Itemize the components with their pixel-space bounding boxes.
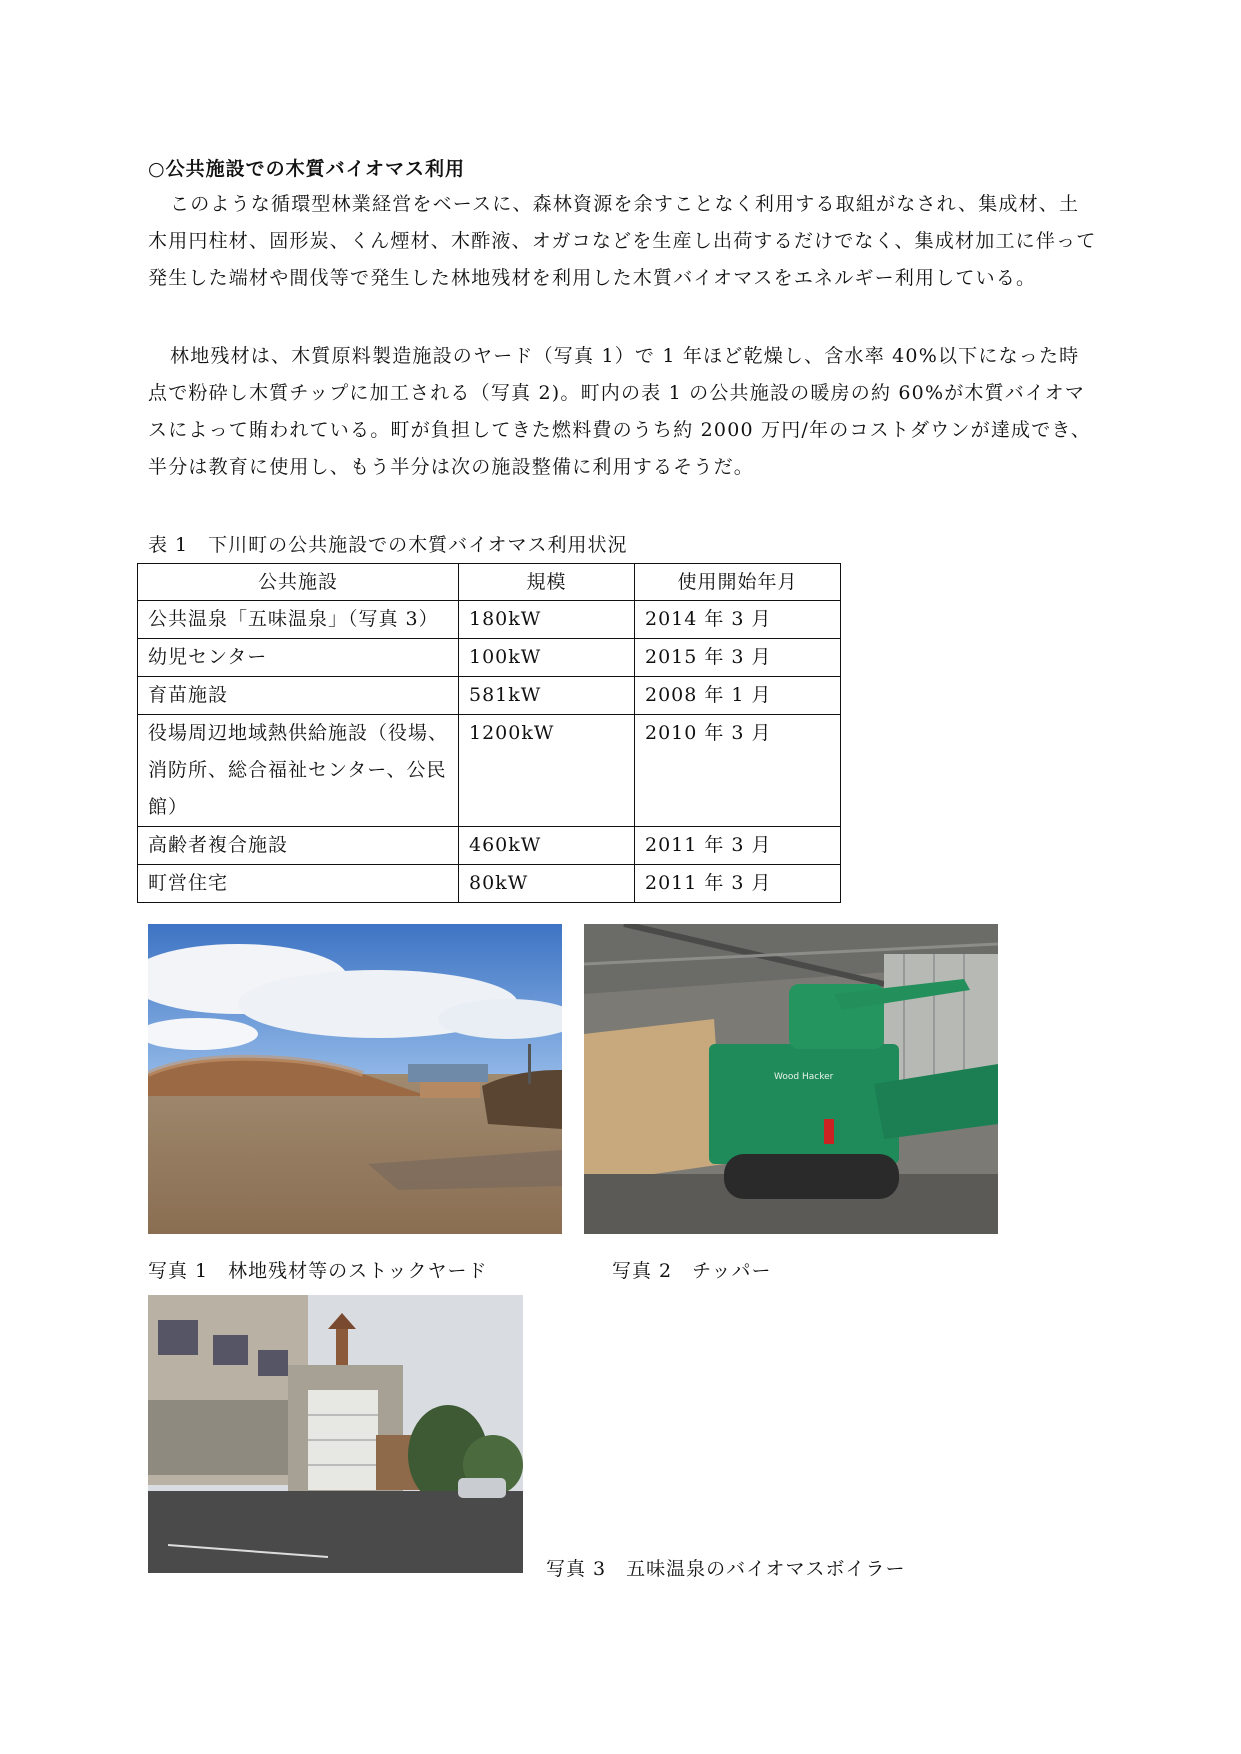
cell-facility: 幼児センター	[138, 639, 459, 677]
cell-scale: 1200kW	[459, 715, 635, 827]
photo2-caption: 写真 2 チッパー	[612, 1260, 772, 1282]
cell-start: 2008 年 1 月	[635, 677, 841, 715]
photo-stockyard	[148, 924, 562, 1234]
facilities-table	[137, 563, 841, 903]
photo1-caption: 写真 1 林地残材等のストックヤード	[148, 1260, 488, 1282]
photo-chipper	[584, 924, 998, 1234]
table-row	[138, 677, 841, 715]
header-facility: 公共施設	[138, 564, 459, 601]
cell-start: 2011 年 3 月	[635, 865, 841, 903]
cell-start: 2010 年 3 月	[635, 715, 841, 827]
cell-facility: 育苗施設	[138, 677, 459, 715]
header-scale: 規模	[459, 564, 635, 601]
table-row	[138, 827, 841, 865]
cell-start: 2015 年 3 月	[635, 639, 841, 677]
cell-scale: 100kW	[459, 639, 635, 677]
cell-facility: 役場周辺地域熱供給施設（役場、消防所、総合福祉センター、公民館）	[138, 715, 459, 827]
paragraph-1: このような循環型林業経営をベースに、森林資源を余すことなく利用する取組がなされ、集成材、土木用円柱材、固形炭、くん煙材、木酢液、オガコなどを生産し出荷するだけでなく、集成材加工に伴って発生した端材や間伐等で発生した林地残材を利用した木質バイオマスをエネルギー利用している。	[148, 193, 1097, 289]
photo3-caption: 写真 3 五味温泉のバイオマスボイラー	[546, 1558, 906, 1580]
svg-text:Wood Hacker: Wood Hacker	[774, 1072, 834, 1082]
cell-scale: 180kW	[459, 601, 635, 639]
header-start: 使用開始年月	[635, 564, 841, 601]
cell-scale: 80kW	[459, 865, 635, 903]
table-caption: 表 1 下川町の公共施設での木質バイオマス利用状況	[148, 534, 628, 556]
table-row	[138, 715, 841, 827]
cell-scale: 460kW	[459, 827, 635, 865]
cell-facility: 高齢者複合施設	[138, 827, 459, 865]
cell-facility: 町営住宅	[138, 865, 459, 903]
table-row	[138, 601, 841, 639]
table-row	[138, 639, 841, 677]
table-header-row	[138, 564, 841, 601]
cell-start: 2011 年 3 月	[635, 827, 841, 865]
cell-start: 2014 年 3 月	[635, 601, 841, 639]
table-row	[138, 865, 841, 903]
cell-scale: 581kW	[459, 677, 635, 715]
photo-boiler-building	[148, 1295, 523, 1573]
paragraph-2: 林地残材は、木質原料製造施設のヤード（写真 1）で 1 年ほど乾燥し、含水率 40%以下になった時点で粉砕し木質チップに加工される（写真 2)。町内の表 1 の公共施設の暖房の約 60%が木質バイオマスによって賄われている。町が負担してきた燃料費のうち約 2000 万円/年のコストダウンが達成でき、半分は教育に使用し、もう半分は次の施設整備に利用するそうだ。	[148, 345, 1092, 478]
cell-facility: 公共温泉「五味温泉」（写真 3）	[138, 601, 459, 639]
section-heading: ○公共施設での木質バイオマス利用	[148, 158, 466, 180]
